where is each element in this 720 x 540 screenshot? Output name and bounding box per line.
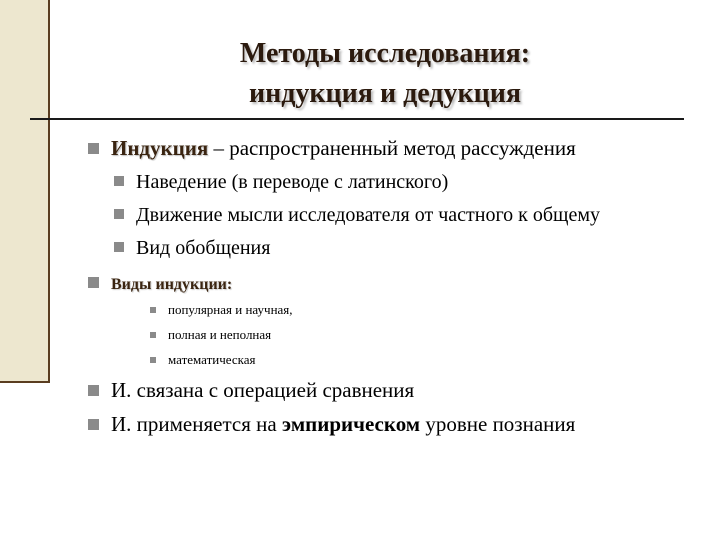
decorative-side-panel [0, 0, 50, 383]
slide-title [150, 34, 620, 114]
empirical-text-prefix: И. применяется на [111, 412, 282, 436]
comparison-text: И. связана с операцией сравнения [111, 378, 415, 402]
type-item-text: полная и неполная [168, 327, 272, 342]
induction-term: Индукция [111, 136, 209, 160]
square-bullet-icon [88, 143, 99, 154]
square-bullet-icon [88, 419, 99, 430]
type-item-2 [150, 327, 271, 343]
square-bullet-icon [150, 357, 156, 363]
sub-bullet-text: Вид обобщения [136, 237, 271, 259]
empirical-text-suffix: уровне познания [420, 412, 576, 436]
type-item-text: популярная и научная, [168, 302, 293, 317]
sub-bullet-text: Движение мысли исследователя от частного к общему [136, 204, 600, 226]
square-bullet-icon [150, 307, 156, 313]
type-item-text: математическая [168, 352, 256, 367]
bullet-empirical [88, 412, 575, 436]
square-bullet-icon [150, 332, 156, 338]
title-line-1: Методы исследования: [239, 38, 531, 69]
square-bullet-icon [88, 385, 99, 396]
square-bullet-icon [114, 176, 124, 186]
type-item-1 [150, 302, 293, 318]
bullet-induction-types [88, 270, 232, 297]
sub-bullet-text: Наведение (в переводе с латинского) [136, 171, 449, 193]
square-bullet-icon [114, 242, 124, 252]
type-item-3 [150, 352, 256, 368]
square-bullet-icon [114, 209, 124, 219]
bullet-induction [88, 136, 576, 160]
types-label: Виды индукции: [111, 276, 233, 293]
title-divider [30, 118, 684, 120]
sub-bullet-3 [114, 236, 270, 260]
sub-bullet-2 [114, 203, 600, 227]
sub-bullet-1 [114, 170, 448, 194]
empirical-term: эмпирическом [281, 412, 421, 436]
induction-definition: – распространенный метод рассуждения [208, 136, 576, 160]
square-bullet-icon [88, 277, 99, 288]
title-line-2: индукция и дедукция [248, 78, 522, 109]
bullet-comparison [88, 378, 414, 402]
